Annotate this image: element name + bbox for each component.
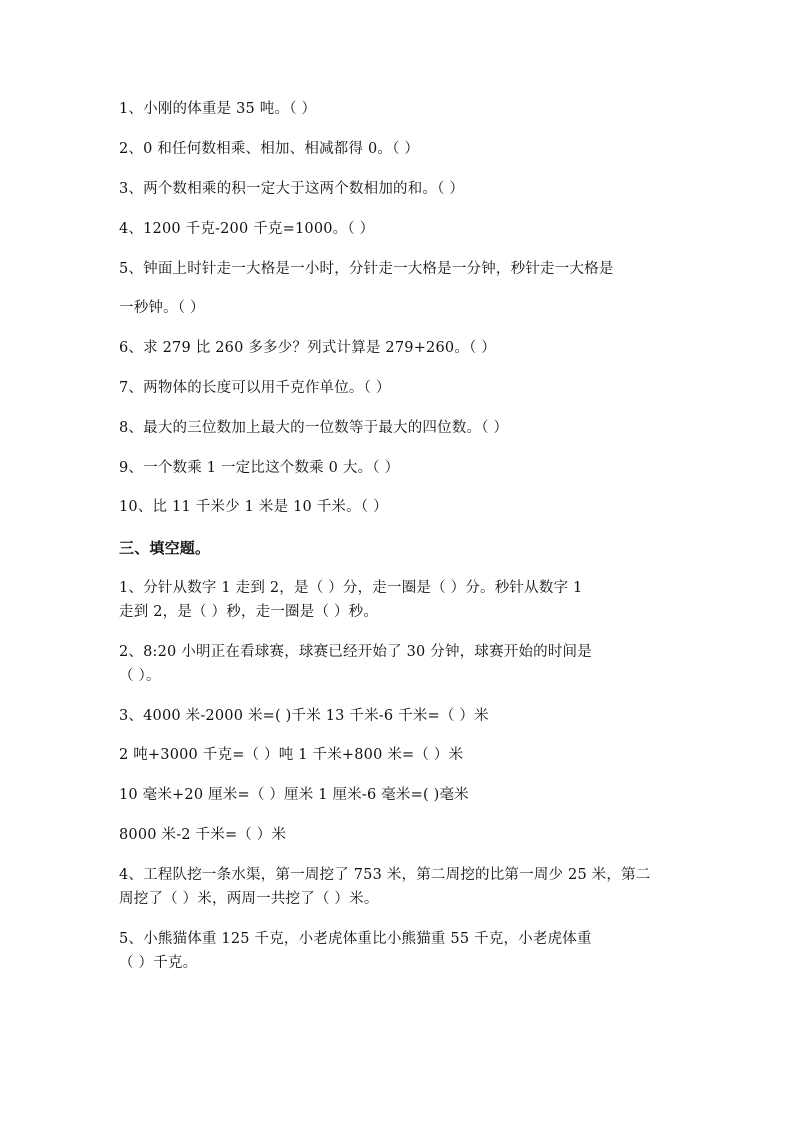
judgement-item-10: 10、比 11 千米少 1 米是 10 千米。（ ） [119, 499, 388, 515]
fill-item-4-line-2: 周挖了（ ）米，两周一共挖了（ ）米。 [119, 891, 379, 907]
fill-item-4-line-1: 4、工程队挖一条水渠，第一周挖了 753 米，第二周挖的比第一周少 25 米，第二 [119, 867, 651, 883]
fill-item-3-line-3: 10 毫米+20 厘米=（ ）厘米 1 厘米-6 毫米=( )毫米 [119, 787, 469, 803]
fill-item-3-line-1: 3、4000 米-2000 米=( )千米 13 千米-6 千米=（ ）米 [119, 708, 489, 724]
judgement-item-3: 3、两个数相乘的积一定大于这两个数相加的和。（ ） [119, 181, 465, 197]
judgement-item-1: 1、小刚的体重是 35 吨。（ ） [119, 101, 317, 117]
fill-item-1-line-1: 1、分针从数字 1 走到 2，是（ ）分，走一圈是（ ）分。秒针从数字 1 [119, 580, 583, 596]
judgement-item-6: 6、求 279 比 260 多多少？列式计算是 279+260。（ ） [119, 340, 496, 356]
judgement-item-7: 7、两物体的长度可以用千克作单位。（ ） [119, 380, 391, 396]
judgement-item-5-line-1: 5、钟面上时针走一大格是一小时，分针走一大格是一分钟，秒针走一大格是 [119, 261, 614, 277]
judgement-item-2: 2、0 和任何数相乘、相加、相减都得 0。（ ） [119, 141, 420, 157]
judgement-item-4: 4、1200 千克-200 千克=1000。（ ） [119, 221, 375, 237]
fill-item-1-line-2: 走到 2，是（ ）秒，走一圈是（ ）秒。 [119, 604, 379, 620]
fill-item-2-line-2: （ ）。 [119, 668, 161, 684]
fill-item-5-line-1: 5、小熊猫体重 125 千克，小老虎体重比小熊猫重 55 千克，小老虎体重 [119, 931, 592, 947]
judgement-item-9: 9、一个数乘 1 一定比这个数乘 0 大。（ ） [119, 460, 400, 476]
section-title-fill-in: 三、填空题。 [119, 539, 211, 557]
fill-item-2-line-1: 2、8:20 小明正在看球赛，球赛已经开始了 30 分钟，球赛开始的时间是 [119, 644, 592, 660]
fill-item-3-line-4: 8000 米-2 千米=（ ）米 [119, 827, 287, 843]
fill-item-5-line-2: （ ）千克。 [119, 955, 198, 971]
judgement-item-5-line-2: 一秒钟。（ ） [119, 300, 205, 316]
fill-item-3-line-2: 2 吨+3000 千克=（ ）吨 1 千米+800 米=（ ）米 [119, 747, 464, 763]
judgement-item-8: 8、最大的三位数加上最大的一位数等于最大的四位数。（ ） [119, 420, 509, 436]
